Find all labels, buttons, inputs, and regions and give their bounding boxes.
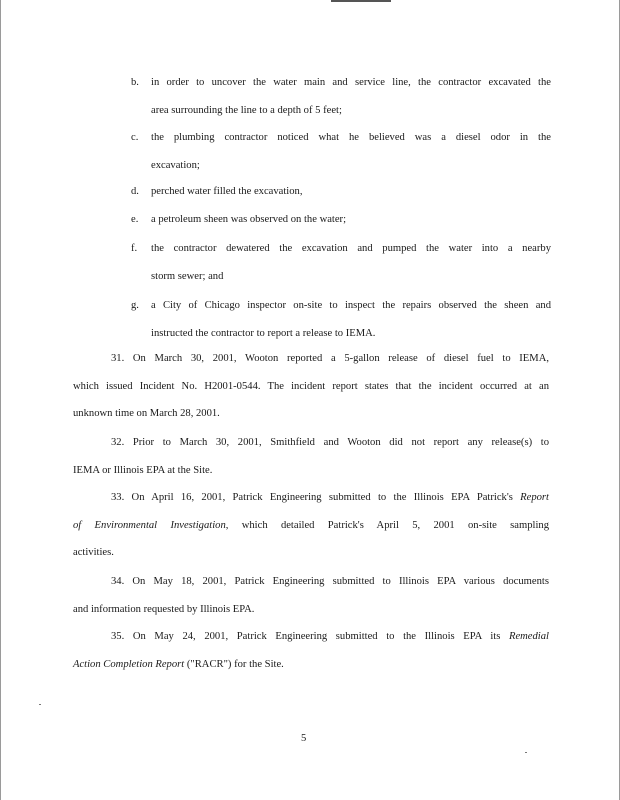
list-text-line: excavation;	[151, 159, 200, 171]
list-letter: e.	[131, 214, 139, 225]
paragraph-34	[73, 568, 549, 623]
report-title-italic: Report	[520, 492, 549, 503]
list-letter: d.	[131, 186, 139, 197]
scan-speck	[39, 704, 41, 705]
paragraph-31	[73, 345, 549, 428]
paragraph-line: 34. On May 18, 2001, Patrick Engineering submitted to Illinois EPA various documents	[111, 576, 549, 587]
list-text-line: the plumbing contractor noticed what he believed was a diesel odor in the	[151, 132, 551, 143]
paragraph-line: unknown time on March 28, 2001.	[73, 408, 220, 419]
paragraph-33	[73, 484, 549, 567]
page-number: 5	[301, 733, 307, 744]
list-letter: c.	[131, 132, 139, 143]
paragraph-35	[73, 623, 549, 678]
list-text-line: a petroleum sheen was observed on the water;	[151, 214, 347, 225]
paragraph-text: ("RACR") for the Site.	[184, 658, 284, 670]
list-text-line: storm sewer; and	[151, 270, 224, 282]
list-text-line: a City of Chicago inspector on-site to inspect the repairs observed the sheen and	[151, 300, 551, 311]
paragraph-line: which issued Incident No. H2001-0544. The incident report states that the incident occurred at an	[73, 380, 549, 392]
list-letter: g.	[131, 300, 139, 311]
paragraph-line: activities.	[73, 547, 114, 558]
paragraph-line: 32. Prior to March 30, 2001, Smithfield and Wooton did not report any release(s) to	[111, 437, 549, 448]
list-text-line: perched water filled the excavation,	[151, 186, 303, 197]
paragraph-line	[73, 623, 549, 651]
scan-artifact	[331, 0, 391, 2]
paragraph-32	[73, 429, 549, 484]
list-text-line: the contractor dewatered the excavation and pumped the water into a nearby	[151, 243, 551, 254]
paragraph-line: and information requested by Illinois EPA.	[73, 603, 255, 615]
list-letter: b.	[131, 77, 139, 88]
paragraph-line	[73, 651, 549, 679]
paragraph-text: 33. On April 16, 2001, Patrick Engineering submitted to the Illinois EPA Patrick's	[111, 492, 521, 503]
paragraph-line: IEMA or Illinois EPA at the Site.	[73, 464, 213, 476]
paragraph-text: 35. On May 24, 2001, Patrick Engineering submitted to the Illinois EPA its	[111, 631, 509, 642]
report-title-italic: of Environmental Investigation	[73, 519, 226, 531]
list-text-line: area surrounding the line to a depth of 5 feet;	[151, 104, 342, 116]
paragraph-line: 31. On March 30, 2001, Wooton reported a 5-gallon release of diesel fuel to IEMA,	[111, 353, 549, 364]
list-text-line: in order to uncover the water main and service line, the contractor excavated the	[151, 77, 551, 88]
scan-speck	[525, 752, 527, 753]
list-text-line: instructed the contractor to report a release to IEMA.	[151, 327, 376, 339]
list-letter: f.	[131, 243, 138, 254]
report-title-italic: Remedial	[508, 631, 549, 642]
paragraph-text: , which detailed Patrick's April 5, 2001 on-site sampling	[225, 519, 549, 531]
paragraph-line	[73, 512, 549, 540]
paragraph-line	[73, 484, 549, 512]
report-title-italic: Action Completion Report	[73, 658, 185, 670]
